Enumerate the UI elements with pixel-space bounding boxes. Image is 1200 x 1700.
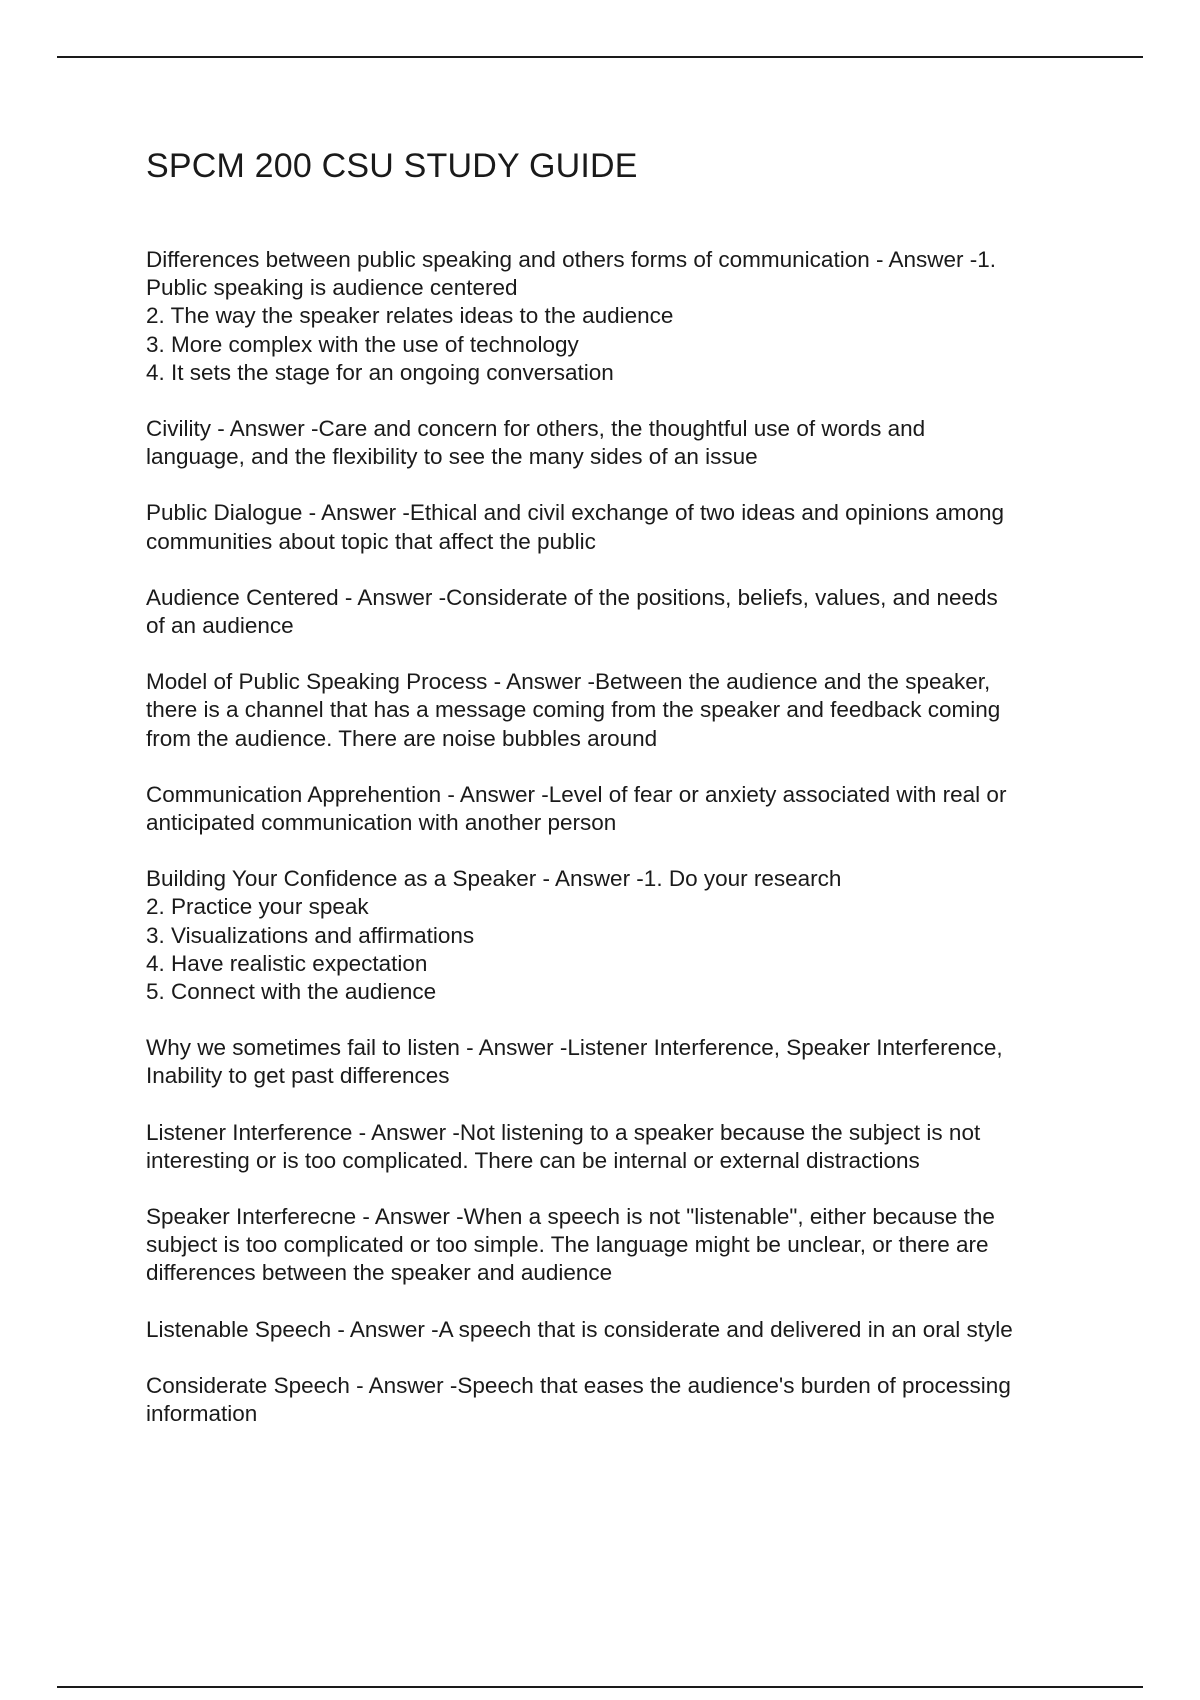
entry-line: Public speaking is audience centered [146, 275, 518, 301]
entry-line: subject is too complicated or too simple. The language might be unclear, or there are [146, 1232, 989, 1258]
entry-line: 3. More complex with the use of technology [146, 331, 579, 357]
entry-fail-to-listen [146, 1034, 1096, 1090]
entry-line: Why we sometimes fail to listen - Answer -Listener Interference, Speaker Interference, [146, 1035, 1003, 1061]
entry-line: differences between the speaker and audience [146, 1260, 613, 1286]
entry-line: Public Dialogue - Answer -Ethical and civil exchange of two ideas and opinions among [146, 500, 1004, 526]
entry-line: 5. Connect with the audience [146, 979, 437, 1005]
entry-line: 2. The way the speaker relates ideas to the audience [146, 303, 674, 329]
entry-line: from the audience. There are noise bubbles around [146, 725, 658, 751]
entry-civility [146, 415, 1096, 471]
entry-line: Differences between public speaking and others forms of communication - Answer -1. [146, 247, 997, 272]
entry-line: of an audience [146, 613, 294, 639]
entry-audience-centered [146, 584, 1096, 640]
document-body [146, 140, 1096, 1456]
entry-considerate-speech [146, 1372, 1096, 1428]
entry-line: communities about topic that affect the public [146, 528, 596, 554]
entry-line: 3. Visualizations and affirmations [146, 922, 475, 948]
entry-model-process [146, 668, 1096, 753]
entry-line: language, and the flexibility to see the many sides of an issue [146, 444, 758, 470]
entry-line: Audience Centered - Answer -Considerate of the positions, beliefs, values, and needs [146, 584, 998, 610]
entry-communication-apprehention [146, 781, 1096, 837]
entry-line: there is a channel that has a message coming from the speaker and feedback coming [146, 697, 1001, 723]
entry-line: 4. Have realistic expectation [146, 950, 428, 976]
entry-differences [146, 246, 1096, 387]
entry-building-confidence [146, 865, 1096, 1006]
top-divider [57, 56, 1143, 58]
entry-line: Building Your Confidence as a Speaker - Answer -1. Do your research [146, 866, 842, 892]
entry-line: Speaker Interferecne - Answer -When a speech is not "listenable", either because the [146, 1204, 995, 1230]
entry-listener-interference [146, 1119, 1096, 1175]
entry-line: Listener Interference - Answer -Not listening to a speaker because the subject is not [146, 1119, 981, 1145]
bottom-divider [57, 1686, 1143, 1688]
entry-speaker-interference [146, 1203, 1096, 1288]
entry-line: Listenable Speech - Answer -A speech that is considerate and delivered in an oral style [146, 1316, 1013, 1342]
entry-line: 2. Practice your speak [146, 894, 369, 920]
entry-line: anticipated communication with another person [146, 810, 617, 836]
page-title: SPCM 200 CSU STUDY GUIDE [146, 147, 638, 185]
entry-line: information [146, 1401, 258, 1427]
entry-line: Civility - Answer -Care and concern for others, the thoughtful use of words and [146, 416, 926, 442]
entry-line: Inability to get past differences [146, 1063, 450, 1089]
entry-public-dialogue [146, 499, 1096, 555]
entry-line: Communication Apprehention - Answer -Level of fear or anxiety associated with real or [146, 781, 1007, 807]
entry-line: 4. It sets the stage for an ongoing conversation [146, 359, 614, 385]
entry-listenable-speech [146, 1316, 1096, 1344]
entry-line: interesting or is too complicated. There can be internal or external distractions [146, 1147, 920, 1173]
entry-line: Model of Public Speaking Process - Answer -Between the audience and the speaker, [146, 669, 991, 695]
entry-line: Considerate Speech - Answer -Speech that eases the audience's burden of processing [146, 1372, 1011, 1398]
